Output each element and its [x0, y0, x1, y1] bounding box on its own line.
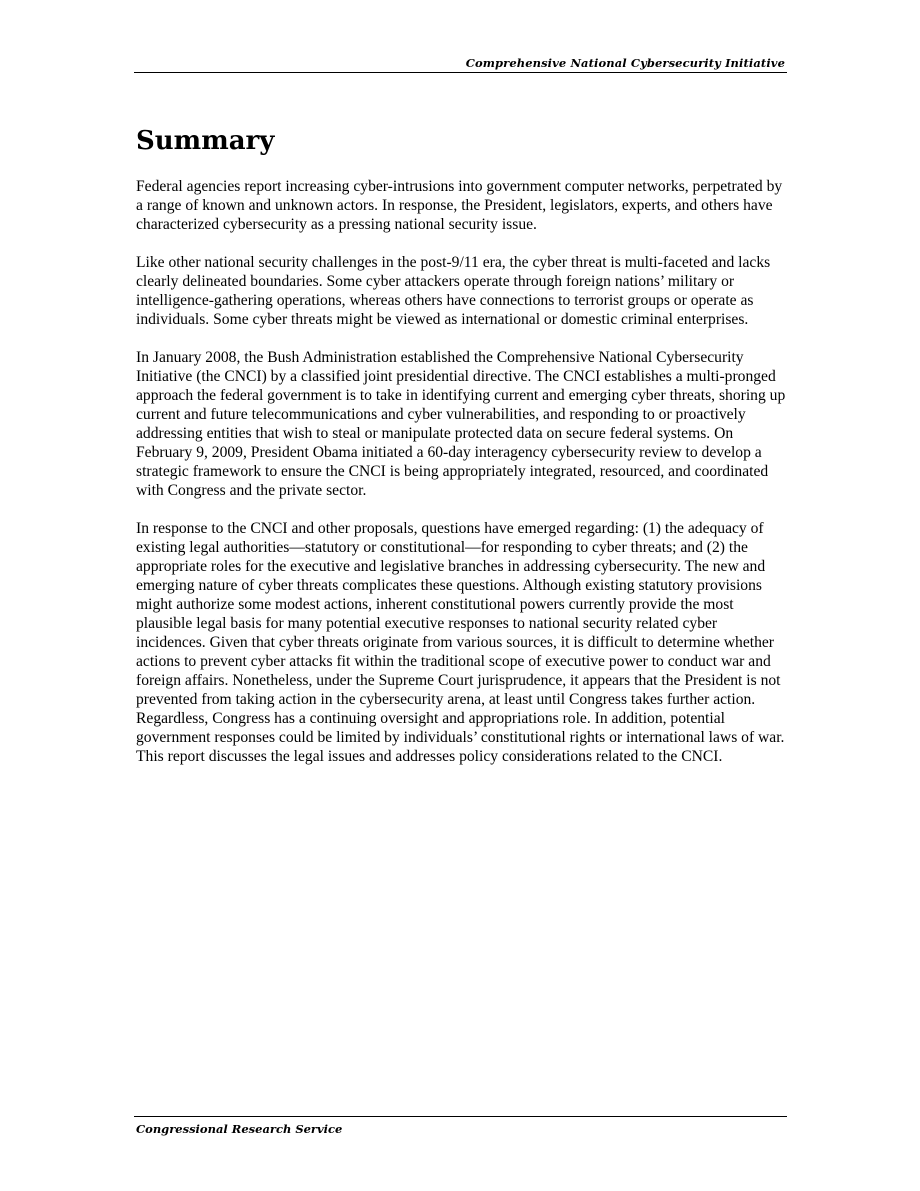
summary-paragraph: In January 2008, the Bush Administration established the Comprehensive National Cybersecurity Initiative (the CNCI) by a classified joint presidential directive. The CNCI establishes a multi-pronged approach the federal government is to take in identifying current and emerging cyber threats, shoring up current and future telecommunications and cyber vulnerabilities, and responding to or proactively addressing entities that wish to steal or manipulate protected data on secure federal systems. On February 9, 2009, President Obama initiated a 60-day interagency cybersecurity review to develop a strategic framework to ensure the CNCI is being appropriately integrated, resourced, and coordinated with Congress and the private sector.	[136, 349, 786, 499]
running-header-title: Comprehensive National Cybersecurity Initiative	[465, 56, 785, 70]
summary-paragraph: In response to the CNCI and other proposals, questions have emerged regarding: (1) the adequacy of existing legal authorities—statutory or constitutional—for responding to cyber threats; and (2) the appropriate roles for the executive and legislative branches in addressing cybersecurity. The new and emerging nature of cyber threats complicates these questions. Although existing statutory provisions might authorize some modest actions, inherent constitutional powers currently provide the most plausible legal basis for many potential executive responses to national security related cyber incidences. Given that cyber threats originate from various sources, it is difficult to determine whether actions to prevent cyber attacks fit within the traditional scope of executive power to conduct war and foreign affairs. Nonetheless, under the Supreme Court jurisprudence, it appears that the President is not prevented from taking action in the cybersecurity arena, at least until Congress takes further action. Regardless, Congress has a continuing oversight and appropriations role. In addition, potential government responses could be limited by individuals’ constitutional rights or international laws of war. This report discusses the legal issues and addresses policy considerations related to the CNCI.	[136, 520, 785, 765]
running-footer	[134, 1116, 787, 1136]
footer-publisher: Congressional Research Service	[136, 1122, 343, 1136]
running-header	[134, 56, 787, 73]
summary-paragraph: Like other national security challenges in the post-9/11 era, the cyber threat is multi-faceted and lacks clearly delineated boundaries. Some cyber attackers operate through foreign nations’ military or intelligence-gathering operations, whereas others have connections to terrorist groups or operate as individuals. Some cyber threats might be viewed as international or domestic criminal enterprises.	[136, 254, 771, 328]
summary-body	[136, 177, 788, 785]
summary-paragraph: Federal agencies report increasing cyber-intrusions into government computer networks, perpetrated by a range of known and unknown actors. In response, the President, legislators, experts, and others have characterized cybersecurity as a pressing national security issue.	[136, 178, 783, 233]
section-heading: Summary	[136, 126, 275, 156]
